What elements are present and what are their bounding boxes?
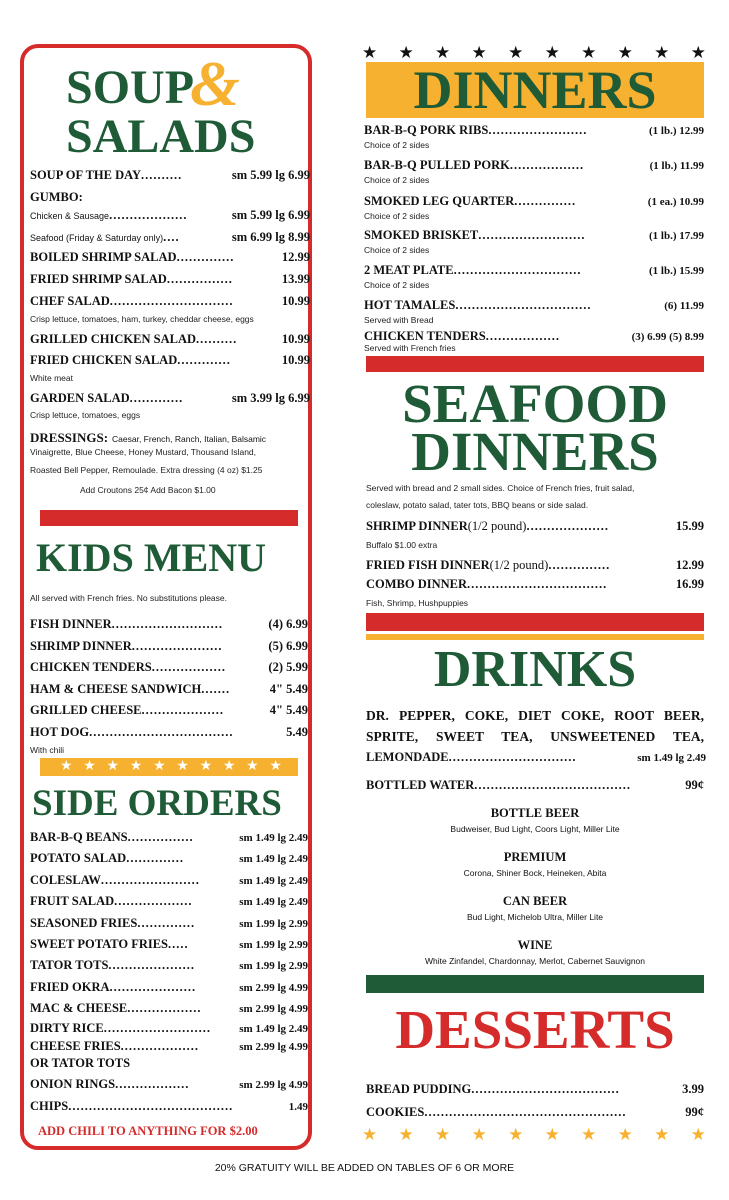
item-price: (1 lb.) 15.99 [649,265,704,277]
leader-dots: ...................... [131,640,223,653]
dinner-note: Choice of 2 sides [364,280,430,290]
menu-row [364,330,704,343]
water-dots: ...................................... [474,779,632,792]
item-price: 10.99 [281,353,310,367]
leader-dots: .... [163,231,180,244]
sides-title: SIDE ORDERS [32,783,282,824]
green-divider [366,975,704,993]
item-name: 2 MEAT PLATE [364,263,454,277]
menu-row [366,559,704,572]
star-icon: ★ [471,42,487,62]
item-price: (6) 11.99 [664,300,704,312]
item-name: FRIED CHICKEN SALAD [30,353,178,367]
menu-row [30,169,310,182]
star-icon: ★ [269,759,282,774]
star-icon: ★ [471,1124,487,1144]
menu-row [30,191,310,204]
drink-group-title: BOTTLE BEER [490,806,580,820]
item-name: BREAD PUDDING [366,1082,472,1096]
item-name: SHRIMP DINNER [366,519,468,533]
item-name: SMOKED LEG QUARTER [364,194,515,208]
item-name: FRIED OKRA [30,980,110,994]
item-name: FRUIT SALAD [30,894,115,908]
star-icon: ★ [544,42,560,62]
leader-dots: ................... [109,209,188,222]
star-icon: ★ [508,1124,524,1144]
item-name: SEASONED FRIES [30,916,138,930]
item-price: 99¢ [685,1105,704,1119]
drink-group-list: Budweiser, Bud Light, Coors Light, Miller Lite [450,824,620,834]
menu-row [30,618,308,631]
star-icon: ★ [60,759,73,774]
leader-dots: ............. [129,392,184,405]
item-name: Seafood (Friday & Saturday only) [30,233,164,243]
lemonade-row [366,751,706,764]
leader-dots: .............. [126,852,184,865]
dressings-line2: Vinaigrette, Blue Cheese, Honey Mustard, Thousand Island, [30,447,257,457]
menu-row [364,264,704,277]
soup-ampersand: & [190,48,240,119]
menu-row [30,874,308,887]
item-price: 4" 5.49 [269,682,308,696]
leader-dots: ..... [168,938,189,951]
leader-dots: ....... [201,683,231,696]
red-divider-1 [40,510,298,526]
item-name: GARDEN SALAD [30,391,130,405]
leader-dots: ..................... [109,981,197,994]
kids-subtitle: All served with French fries. No substitutions please. [30,593,228,603]
seafood-desc-1: Served with bread and 2 small sides. Choice of French fries, fruit salad, [366,483,635,493]
gold-divider [366,634,704,640]
item-name: CHICKEN TENDERS [364,329,486,343]
leader-dots: ........................... [111,618,223,631]
dinner-note: Choice of 2 sides [364,245,430,255]
soda-line-1: DR. PEPPER, COKE, DIET COKE, ROOT BEER, [366,708,704,723]
star-icon: ★ [617,1124,633,1144]
item-price: 10.99 [281,294,310,308]
leader-dots: ............. [177,354,231,367]
item-price: 5.49 [286,725,308,739]
menu-row [366,1106,704,1119]
item-price: sm 1.99 lg 2.99 [239,939,308,951]
leader-dots: .................. [509,159,585,172]
star-icon: ★ [199,759,213,774]
leader-dots: ................................................. [424,1106,627,1119]
drink-group-list: Bud Light, Michelob Ultra, Miller Lite [466,912,604,922]
item-name: Chicken & Sausage [30,211,110,221]
item-name: SWEET POTATO FRIES [30,937,169,951]
item-price: sm 5.99 lg 6.99 [231,208,310,222]
item-name: DIRTY RICE [30,1021,104,1035]
item-name: POTATO SALAD [30,851,127,865]
menu-row [30,959,308,972]
star-icon: ★ [581,1124,597,1144]
leader-dots: ............... [514,195,577,208]
item-price: sm 2.99 lg 4.99 [239,1003,308,1015]
item-name: GUMBO: [30,190,83,204]
leader-dots: ................................. [455,299,592,312]
item-name: MAC & CHEESE [30,1001,128,1015]
menu-row [366,578,704,591]
leader-dots: .................. [127,1002,202,1015]
item-price: sm 5.99 lg 6.99 [231,168,310,182]
leader-dots: ................ [166,273,233,286]
red-divider-2 [366,356,704,372]
item-price: (5) 6.99 [268,639,308,653]
menu-row [364,229,704,242]
star-icon: ★ [246,759,259,774]
item-name: HOT DOG [30,725,90,739]
item-price: sm 1.49 lg 2.49 [239,875,308,887]
item-price: sm 1.49 lg 2.49 [239,853,308,865]
item-price: (4) 6.99 [268,617,308,631]
leader-dots: .......... [141,169,183,182]
item-price: sm 1.99 lg 2.99 [239,918,308,930]
star-icon: ★ [398,1124,414,1144]
menu-row [364,195,704,208]
drinks-title: DRINKS [433,641,637,698]
item-qty: (1/2 pound) [489,558,549,572]
dressings-label: DRESSINGS: [30,430,109,445]
leader-dots: ........................ [488,124,588,137]
menu-row [30,1100,308,1113]
drink-group-title: WINE [517,938,553,952]
leader-dots: .......................... [103,1022,212,1035]
leader-dots: .................. [151,661,226,674]
water-price: 99¢ [685,778,704,792]
menu-row [366,520,704,533]
dinners-title: DINNERS [413,60,657,120]
item-price: 1.49 [288,1101,308,1113]
leader-dots: .......... [196,333,238,346]
item-name: CHEESE FRIES [30,1039,121,1053]
lemonade-name: LEMONDADE [366,750,449,764]
item-price: 12.99 [281,250,310,264]
leader-dots: ........................ [100,874,200,887]
star-icon: ★ [106,759,120,774]
drink-group-title: CAN BEER [502,894,568,908]
item-price: sm 1.49 lg 2.49 [239,896,308,908]
gratuity-footer: 20% GRATUITY WILL BE ADDED ON TABLES OF 6 OR MORE [214,1162,515,1174]
star-icon: ★ [617,42,633,62]
drink-group-list: Corona, Shiner Bock, Heineken, Abita [463,868,607,878]
item-price: (1 ea.) 10.99 [647,196,704,208]
leader-dots: .......................... [478,229,586,242]
leader-dots: .................. [115,1078,190,1091]
star-row-left [60,760,282,774]
menu-row [30,831,308,844]
item-price: (1 lb.) 11.99 [649,160,704,172]
item-name: TATOR TOTS [30,958,109,972]
leader-dots: .................................. [467,578,608,591]
leader-dots: .............. [137,917,196,930]
menu-row [364,124,704,137]
fried-chicken-note: White meat [30,373,73,383]
menu-row [30,354,310,367]
item-qty: (1/2 pound) [467,519,527,533]
menu-row [30,231,310,244]
menu-row [30,392,310,405]
item-name: BOILED SHRIMP SALAD [30,250,177,264]
item-price: 3.99 [682,1082,704,1096]
menu-row [30,1078,308,1091]
star-icon: ★ [690,42,706,62]
dressings-line3: Roasted Bell Pepper, Remoulade. Extra dressing (4 oz) $1.25 [30,465,263,475]
star-icon: ★ [508,42,524,62]
menu-row [30,1040,308,1053]
menu-row [30,251,310,264]
item-name: COOKIES [366,1105,425,1119]
leader-dots: ............... [548,559,611,572]
item-name: CHIPS [30,1099,69,1113]
star-row-top [362,44,706,60]
item-name: SHRIMP DINNER [30,639,132,653]
kids-title: KIDS MENU [36,535,267,580]
item-name: SMOKED BRISKET [364,228,479,242]
menu-row [30,661,308,674]
menu-row [30,1057,308,1070]
soda-line-2: SPRITE, SWEET TEA, UNSWEETENED TEA, [366,729,704,744]
leader-dots: ................... [120,1040,200,1053]
leader-dots: ............................... [453,264,582,277]
star-icon: ★ [129,759,143,774]
item-price: (1 lb.) 17.99 [649,230,704,242]
item-name: OR TATOR TOTS [30,1056,131,1070]
item-name: CHICKEN TENDERS [30,660,152,674]
item-price: sm 1.49 lg 2.49 [239,832,308,844]
leader-dots: ................... [114,895,193,908]
leader-dots: .................... [141,704,224,717]
star-icon: ★ [435,1124,451,1144]
item-name: GRILLED CHEESE [30,703,142,717]
leader-dots: ................................... [89,726,234,739]
shrimp-note: Buffalo $1.00 extra [366,540,438,550]
star-icon: ★ [362,42,378,62]
leader-dots: .................... [526,520,609,533]
item-price: sm 2.99 lg 4.99 [239,982,308,994]
item-name: COMBO DINNER [366,577,468,591]
leader-dots: .................. [485,330,560,343]
water-name: BOTTLED WATER [366,778,475,792]
chef-salad-note: Crisp lettuce, tomatoes, ham, turkey, cheddar cheese, eggs [30,314,254,324]
menu-row [30,295,310,308]
water-row [366,779,704,792]
seafood-title-2: DINNERS [411,421,659,482]
menu-row [30,209,310,222]
item-price: (2) 5.99 [268,660,308,674]
menu-row [30,333,310,346]
star-icon: ★ [398,42,414,62]
star-icon: ★ [153,759,166,774]
drink-group-list: White Zinfandel, Chardonnay, Merlot, Cabernet Sauvignon [424,956,646,966]
menu-row [30,640,308,653]
star-icon: ★ [222,759,236,774]
item-price: sm 1.49 lg 2.49 [239,1023,308,1035]
salads-title: SALADS [66,110,256,163]
item-name: FISH DINNER [30,617,112,631]
star-icon: ★ [435,42,451,62]
item-price: 15.99 [675,519,704,533]
soup-title: SOUP [66,61,195,114]
item-price: (1 lb.) 12.99 [649,125,704,137]
lemonade-price: sm 1.49 lg 2.49 [637,752,706,764]
dinner-note: Choice of 2 sides [364,140,430,150]
item-price: sm 3.99 lg 6.99 [231,391,310,405]
desserts-title: DESSERTS [395,999,675,1060]
menu-row [364,159,704,172]
item-name: FRIED SHRIMP SALAD [30,272,167,286]
star-icon: ★ [654,1124,670,1144]
menu-row [30,726,308,739]
menu-row [366,1083,704,1096]
garden-salad-note: Crisp lettuce, tomatoes, eggs [30,410,141,420]
star-icon: ★ [544,1124,560,1144]
menu-row [30,704,308,717]
menu-row [30,917,308,930]
star-icon: ★ [176,759,189,774]
dressings [30,430,266,446]
menu-row [364,299,704,312]
combo-note: Fish, Shrimp, Hushpuppies [366,598,469,608]
item-name: BAR-B-Q PORK RIBS [364,123,489,137]
item-name: BAR-B-Q PULLED PORK [364,158,510,172]
dressings-line1: Caesar, French, Ranch, Italian, Balsamic [112,434,267,444]
item-name: HOT TAMALES [364,298,456,312]
item-price: sm 2.99 lg 4.99 [239,1079,308,1091]
item-name: CHEF SALAD [30,294,110,308]
item-name: ONION RINGS [30,1077,116,1091]
menu-row [30,852,308,865]
addons-note: Add Croutons 25¢ Add Bacon $1.00 [80,485,216,495]
item-name: SOUP OF THE DAY [30,168,142,182]
leader-dots: ..................... [108,959,196,972]
leader-dots: .............................. [109,295,234,308]
add-chili-note: ADD CHILI TO ANYTHING FOR $2.00 [38,1124,258,1138]
seafood-title: SEAFOOD [402,373,668,434]
item-name: COLESLAW [30,873,101,887]
star-icon: ★ [581,42,597,62]
item-price: sm 1.99 lg 2.99 [239,960,308,972]
hotdog-note: With chili [30,745,65,755]
item-price: 4" 5.49 [269,703,308,717]
star-icon: ★ [83,759,96,774]
seafood-desc-2: coleslaw, potato salad, tater tots, BBQ beans or side salad. [366,500,589,510]
item-name: GRILLED CHICKEN SALAD [30,332,197,346]
lemonade-dots: ............................... [448,751,577,764]
star-icon: ★ [654,42,670,62]
leader-dots: .................................... [471,1083,620,1096]
menu-row [30,981,308,994]
item-name: BAR-B-Q BEANS [30,830,128,844]
menu-row [30,895,308,908]
star-icon: ★ [690,1124,706,1144]
item-price: sm 6.99 lg 8.99 [231,230,310,244]
dinner-note: Choice of 2 sides [364,175,430,185]
item-price: 13.99 [281,272,310,286]
item-price: 16.99 [675,577,704,591]
item-name: FRIED FISH DINNER [366,558,490,572]
item-price: 12.99 [675,558,704,572]
star-row-bottom [362,1126,706,1142]
dinner-note: Choice of 2 sides [364,211,430,221]
menu-row [30,273,310,286]
drink-group-title: PREMIUM [503,850,567,864]
item-price: 10.99 [281,332,310,346]
leader-dots: ........................................ [68,1100,234,1113]
item-name: HAM & CHEESE SANDWICH [30,682,202,696]
leader-dots: ................ [127,831,194,844]
dinner-note: Served with Bread [364,315,434,325]
menu-row [30,683,308,696]
item-price: (3) 6.99 (5) 8.99 [631,331,704,343]
leader-dots: .............. [176,251,235,264]
star-icon: ★ [362,1124,378,1144]
dinner-note: Served with French fries [364,343,456,353]
menu-row [30,938,308,951]
item-price: sm 2.99 lg 4.99 [239,1041,308,1053]
menu-row [30,1022,308,1035]
red-divider-3 [366,613,704,631]
menu-row [30,1002,308,1015]
